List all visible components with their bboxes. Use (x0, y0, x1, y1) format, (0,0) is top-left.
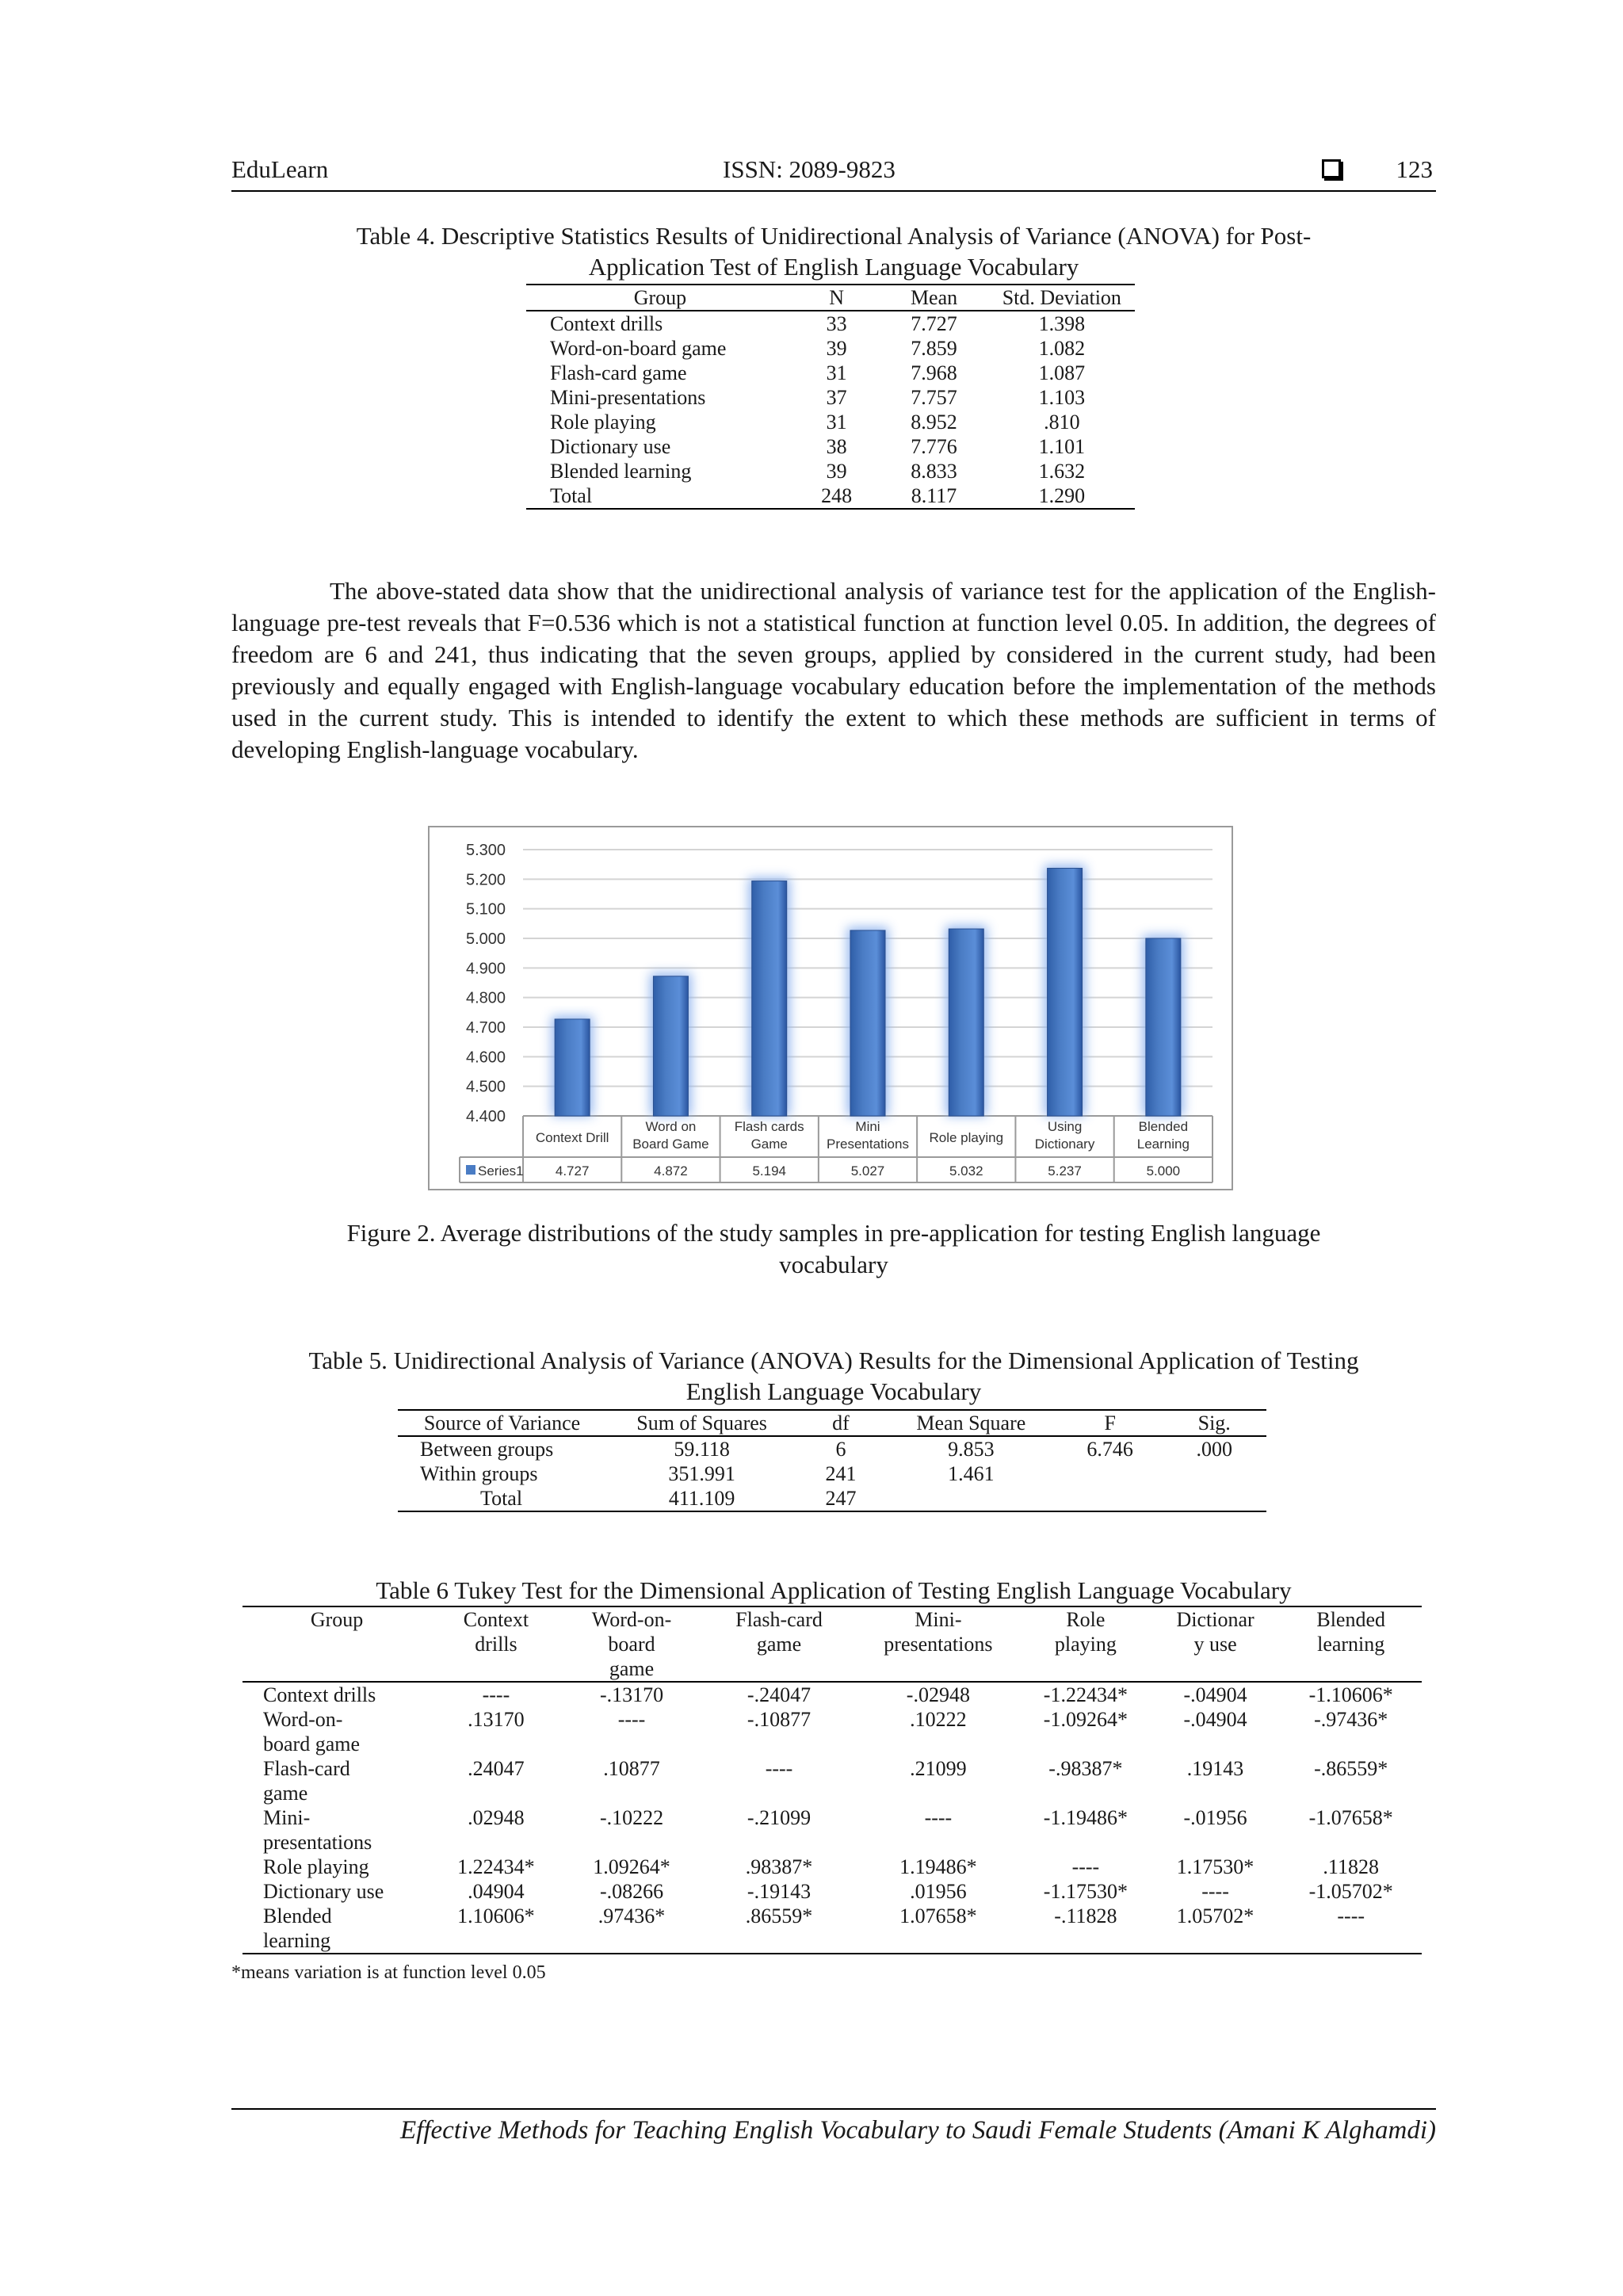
table6-value-cell: .04904 (468, 1880, 525, 1903)
table6-value-cell: .10877 (603, 1757, 660, 1780)
table5-value-cell (1162, 1461, 1266, 1486)
table6-header-row (242, 1606, 1422, 1682)
page-footer: Effective Methods for Teaching English Vocabulary to Saudi Female Students (Amani K Alghamdi) (231, 2108, 1436, 2145)
y-tick-label: 5.100 (466, 900, 506, 919)
category-label: Blended (1138, 1119, 1189, 1134)
value-label: 5.027 (850, 1163, 885, 1179)
figure2-caption (231, 1217, 1436, 1281)
table4-value-cell: 248 (821, 484, 853, 507)
body-paragraph: The above-stated data show that the unidirectional analysis of variance test for the application of the English-language pre-test reveals that F=0.536 which is not a statistical function at function level 0.05. In addition, the degrees of freedom are 6 and 241, thus indicating that the seven groups, applied by considered in the current study, had been previously and equally engaged with English-language vocabulary education before the implementation of the methods used in the current study. This is intended to identify the extent to which these methods are sufficient in terms of developing English-language vocabulary. (231, 577, 1436, 763)
table6-value-cell: -1.10606* (1308, 1683, 1393, 1706)
table6-group-cell (242, 1756, 431, 1805)
table6-header-line: Dictionar (1176, 1608, 1254, 1631)
table6-header-cell (242, 1606, 431, 1682)
table4-group-cell: Word-on-board game (550, 337, 727, 360)
table6-group-line: learning (263, 1929, 331, 1952)
table5-header-ms: Mean Square (916, 1412, 1026, 1435)
table5-header-row (398, 1410, 1266, 1436)
table6-header-cell (1021, 1606, 1151, 1682)
table6-value-cell: ---- (1201, 1880, 1229, 1903)
table6-header-cell (702, 1606, 855, 1682)
table6-value-cell: -1.07658* (1308, 1806, 1393, 1829)
bar (850, 930, 885, 1116)
category-label: Role playing (929, 1130, 1004, 1145)
table5-value-cell (1162, 1486, 1266, 1511)
table5-row (398, 1461, 1266, 1486)
category-label: Context Drill (535, 1130, 609, 1145)
table6-header-line: learning (1317, 1633, 1385, 1656)
table4-row (526, 434, 1135, 459)
table4-value-cell: 33 (826, 312, 847, 335)
table5-value-cell: 411.109 (668, 1487, 735, 1510)
category-label: Mini (855, 1119, 880, 1134)
table4-value-cell: .810 (1044, 411, 1080, 434)
table5-value-cell: 241 (825, 1462, 857, 1485)
category-label: Board Game (632, 1137, 709, 1152)
table6-group-line: Mini- (263, 1806, 311, 1829)
table4-group-cell: Context drills (550, 312, 663, 335)
table6-header-line: Mini- (915, 1608, 962, 1631)
table4-row (526, 311, 1135, 336)
table4 (526, 284, 1135, 510)
table6-value-cell: ---- (482, 1683, 510, 1706)
table6-value-cell: ---- (617, 1708, 646, 1731)
table4-value-cell: 7.757 (911, 386, 957, 409)
table6-group-cell (242, 1855, 431, 1879)
table5-value-cell (1058, 1461, 1163, 1486)
table6-value-cell: 1.09264* (593, 1855, 670, 1878)
table4-row (526, 483, 1135, 509)
table5-value-cell: 59.118 (674, 1438, 730, 1461)
table5-value-cell: 6 (835, 1438, 846, 1461)
table6-header-line: presentations (884, 1633, 993, 1656)
table4-header-mean: Mean (910, 286, 958, 309)
table6-group-cell (242, 1805, 431, 1855)
table6-row (242, 1904, 1422, 1954)
table4-value-cell: 37 (826, 386, 847, 409)
table4-group-cell: Blended learning (550, 460, 692, 483)
table5-caption-line2: English Language Vocabulary (685, 1377, 982, 1405)
legend-key (466, 1165, 475, 1175)
y-tick-label: 4.900 (466, 960, 506, 978)
table6-value-cell: ---- (1337, 1904, 1365, 1927)
table4-group-cell: Total (550, 484, 593, 507)
table6-group-cell (242, 1682, 431, 1707)
table5-source-cell: Between groups (420, 1438, 554, 1461)
table4-caption (231, 220, 1436, 282)
table6-header-cell (856, 1606, 1021, 1682)
table5-value-cell: 1.461 (948, 1462, 995, 1485)
table6-value-cell: .13170 (468, 1708, 525, 1731)
legend-label: Series1 (478, 1163, 524, 1179)
table6-value-cell: -.04904 (1183, 1683, 1247, 1706)
value-label: 5.194 (752, 1163, 786, 1179)
table6-group-cell (242, 1879, 431, 1904)
table4-value-cell: 1.103 (1038, 386, 1086, 409)
table6-value-cell: -.97436* (1314, 1708, 1388, 1731)
table5-row (398, 1436, 1266, 1461)
table5-header-f: F (1104, 1412, 1116, 1435)
figure2-caption-line2: vocabulary (779, 1251, 888, 1278)
table6-value-cell: .86559* (745, 1904, 813, 1927)
category-label: Flash cards (734, 1119, 804, 1134)
table6-footnote: *means variation is at function level 0.05 (231, 1962, 546, 1983)
table6-header-line: board (608, 1633, 655, 1656)
table6-value-cell: -.24047 (747, 1683, 812, 1706)
table6-value-cell: -.10877 (747, 1708, 812, 1731)
table6-header-line: playing (1054, 1633, 1117, 1656)
table4-header-row (526, 285, 1135, 311)
y-tick-label: 5.300 (466, 842, 506, 859)
table4-row (526, 459, 1135, 483)
table4-value-cell: 1.101 (1038, 435, 1086, 458)
table5-caption-line1: Table 5. Unidirectional Analysis of Variance (ANOVA) Results for the Dimensional Application of Testing (308, 1347, 1359, 1374)
category-label: Word on (645, 1119, 697, 1134)
table6-value-cell: -.86559* (1314, 1757, 1388, 1780)
issn: ISSN: 2089-9823 (723, 155, 896, 183)
table6-header-cell (1151, 1606, 1281, 1682)
table4-value-cell: 1.290 (1038, 484, 1086, 507)
table6-value-cell: .98387* (745, 1855, 813, 1878)
table6-header-cell (561, 1606, 703, 1682)
table6-group-line: game (263, 1782, 308, 1805)
bar (653, 976, 688, 1116)
table6-value-cell: -.21099 (747, 1806, 812, 1829)
table4-group-cell: Role playing (550, 411, 656, 434)
table4-value-cell: 1.087 (1038, 361, 1086, 384)
table6-value-cell: 1.17530* (1176, 1855, 1254, 1878)
table6-row (242, 1879, 1422, 1904)
table6-value-cell: 1.10606* (457, 1904, 535, 1927)
table4-value-cell: 1.082 (1038, 337, 1086, 360)
table6-header-line: y use (1193, 1633, 1237, 1656)
table4-value-cell: 8.833 (911, 460, 957, 483)
table4-group-cell: Flash-card game (550, 361, 687, 384)
table6-group-cell (242, 1904, 431, 1954)
y-tick-label: 4.500 (466, 1078, 506, 1096)
table4-value-cell: 31 (826, 361, 847, 384)
table6-value-cell: .01956 (910, 1880, 967, 1903)
table5 (398, 1409, 1266, 1512)
value-label: 5.000 (1146, 1163, 1181, 1179)
table5-value-cell: 247 (825, 1487, 857, 1510)
page-number: 123 (1396, 155, 1433, 183)
table4-caption-line1: Table 4. Descriptive Statistics Results of Unidirectional Analysis of Variance (ANOVA) for Post- (356, 222, 1312, 250)
table4-value-cell: 1.632 (1038, 460, 1086, 483)
table4-header-n: N (829, 286, 845, 309)
table6-header-line: drills (475, 1633, 517, 1656)
bar-chart (428, 826, 1233, 1190)
table4-value-cell: 7.776 (911, 435, 957, 458)
table6-row (242, 1707, 1422, 1756)
table5-caption (231, 1345, 1436, 1407)
value-label: 4.727 (555, 1163, 590, 1179)
table6 (242, 1606, 1422, 1954)
table5-header-df: df (832, 1412, 850, 1435)
table6-value-cell: .21099 (910, 1757, 967, 1780)
table4-value-cell: 7.859 (911, 337, 957, 360)
table6-header-line: Role (1066, 1608, 1106, 1631)
table6-group-cell (242, 1707, 431, 1756)
table6-value-cell: ---- (924, 1806, 953, 1829)
table6-group-line: board game (263, 1733, 361, 1755)
table4-value-cell: 31 (826, 411, 847, 434)
table6-value-cell: -.98387* (1048, 1757, 1123, 1780)
bar (752, 881, 787, 1116)
table6-value-cell: 1.07658* (899, 1904, 977, 1927)
table5-source-cell: Within groups (420, 1462, 538, 1485)
table6-value-cell: -.10222 (599, 1806, 664, 1829)
table6-value-cell: .19143 (1186, 1757, 1244, 1780)
table6-group-line: Blended (263, 1904, 332, 1927)
table6-value-cell: -.08266 (599, 1880, 664, 1903)
table5-header-ss: Sum of Squares (636, 1412, 767, 1435)
table6-header-line: Group (310, 1608, 364, 1631)
table6-value-cell: -.11828 (1054, 1904, 1117, 1927)
table6-caption: Table 6 Tukey Test for the Dimensional Application of Testing English Language Vocabulary (376, 1576, 1292, 1604)
table5-value-cell: 9.853 (948, 1438, 995, 1461)
table6-value-cell: -1.17530* (1043, 1880, 1128, 1903)
table6-group-line: Dictionary use (263, 1880, 384, 1903)
table4-value-cell: 7.968 (911, 361, 957, 384)
table4-value-cell: 38 (826, 435, 847, 458)
category-label: Dictionary (1034, 1137, 1095, 1152)
table6-value-cell: -.01956 (1183, 1806, 1247, 1829)
table4-value-cell: 8.952 (911, 411, 957, 434)
table4-header-sd: Std. Deviation (1002, 286, 1121, 309)
table5-row (398, 1486, 1266, 1511)
table6-header-cell (1280, 1606, 1422, 1682)
table6-row (242, 1682, 1422, 1707)
figure2-caption-line1: Figure 2. Average distributions of the study samples in pre-application for testing English language (346, 1219, 1321, 1247)
table4-row (526, 385, 1135, 410)
table6-value-cell: -.02948 (906, 1683, 970, 1706)
table5-value-cell (1058, 1486, 1163, 1511)
square-icon (1322, 159, 1341, 178)
table4-value-cell: 39 (826, 460, 847, 483)
table4-group-cell: Mini-presentations (550, 386, 706, 409)
table6-value-cell: ---- (765, 1757, 793, 1780)
y-tick-label: 4.700 (466, 1019, 506, 1037)
table4-value-cell: 1.398 (1038, 312, 1086, 335)
table6-header-line: game (756, 1633, 802, 1656)
category-label: Using (1047, 1119, 1083, 1134)
table6-group-line: Word-on- (263, 1708, 343, 1731)
table6-header-line: game (609, 1657, 655, 1680)
table6-header-line: Flash-card (735, 1608, 823, 1631)
table6-value-cell: -1.22434* (1043, 1683, 1128, 1706)
table6-row (242, 1855, 1422, 1879)
page-header (231, 155, 1436, 192)
table5-header-source: Source of Variance (423, 1412, 581, 1435)
bar (949, 929, 983, 1116)
table6-value-cell: .11828 (1323, 1855, 1379, 1878)
category-label: Game (750, 1137, 788, 1152)
y-tick-label: 5.200 (466, 871, 506, 889)
table4-value-cell: 39 (826, 337, 847, 360)
table6-group-line: Flash-card (263, 1757, 350, 1780)
bar (1146, 938, 1181, 1116)
table4-row (526, 410, 1135, 434)
y-tick-label: 5.000 (466, 930, 506, 948)
table6-value-cell: 1.19486* (899, 1855, 977, 1878)
table4-row (526, 336, 1135, 361)
table4-caption-line2: Application Test of English Language Vocabulary (588, 253, 1079, 281)
table6-value-cell: .10222 (910, 1708, 967, 1731)
table5-value-cell: 6.746 (1086, 1438, 1133, 1461)
table6-value-cell: ---- (1071, 1855, 1100, 1878)
value-label: 4.872 (654, 1163, 688, 1179)
table6-group-line: Role playing (263, 1855, 369, 1878)
table4-value-cell: 7.727 (911, 312, 957, 335)
value-label: 5.032 (949, 1163, 983, 1179)
y-tick-label: 4.600 (466, 1049, 506, 1067)
table6-value-cell: -.04904 (1183, 1708, 1247, 1731)
category-label: Learning (1136, 1137, 1190, 1152)
table6-group-line: Context drills (263, 1683, 376, 1706)
table6-value-cell: 1.22434* (457, 1855, 535, 1878)
table4-header-group: Group (633, 286, 687, 309)
category-label: Presentations (827, 1137, 909, 1152)
table4-group-cell: Dictionary use (550, 435, 671, 458)
table6-group-line: presentations (263, 1831, 372, 1854)
y-tick-label: 4.800 (466, 989, 506, 1007)
table5-value-cell: 351.991 (668, 1462, 735, 1485)
table6-header-cell (431, 1606, 561, 1682)
table6-value-cell: -1.09264* (1043, 1708, 1128, 1731)
table6-header-line: Word-on- (591, 1608, 672, 1631)
bar (1048, 869, 1083, 1116)
table6-value-cell: -.19143 (747, 1880, 812, 1903)
table6-row (242, 1756, 1422, 1805)
table4-value-cell: 8.117 (911, 484, 957, 507)
y-tick-label: 4.400 (466, 1108, 506, 1125)
bar (555, 1019, 590, 1116)
table5-value-cell (884, 1486, 1058, 1511)
table6-value-cell: -1.19486* (1043, 1806, 1128, 1829)
table6-value-cell: 1.05702* (1176, 1904, 1254, 1927)
table5-value-cell: .000 (1196, 1438, 1232, 1461)
table6-value-cell: -.13170 (599, 1683, 664, 1706)
journal-name: EduLearn (231, 155, 329, 183)
table6-row (242, 1805, 1422, 1855)
table6-value-cell: .24047 (468, 1757, 525, 1780)
table6-value-cell: -1.05702* (1308, 1880, 1393, 1903)
table6-header-line: Blended (1316, 1608, 1386, 1631)
table4-row (526, 361, 1135, 385)
table5-header-sig: Sig. (1197, 1412, 1231, 1435)
value-label: 5.237 (1048, 1163, 1082, 1179)
table5-source-cell: Total (480, 1487, 523, 1510)
table6-value-cell: .02948 (468, 1806, 525, 1829)
table6-value-cell: .97436* (598, 1904, 666, 1927)
table6-header-line: Context (463, 1608, 529, 1631)
